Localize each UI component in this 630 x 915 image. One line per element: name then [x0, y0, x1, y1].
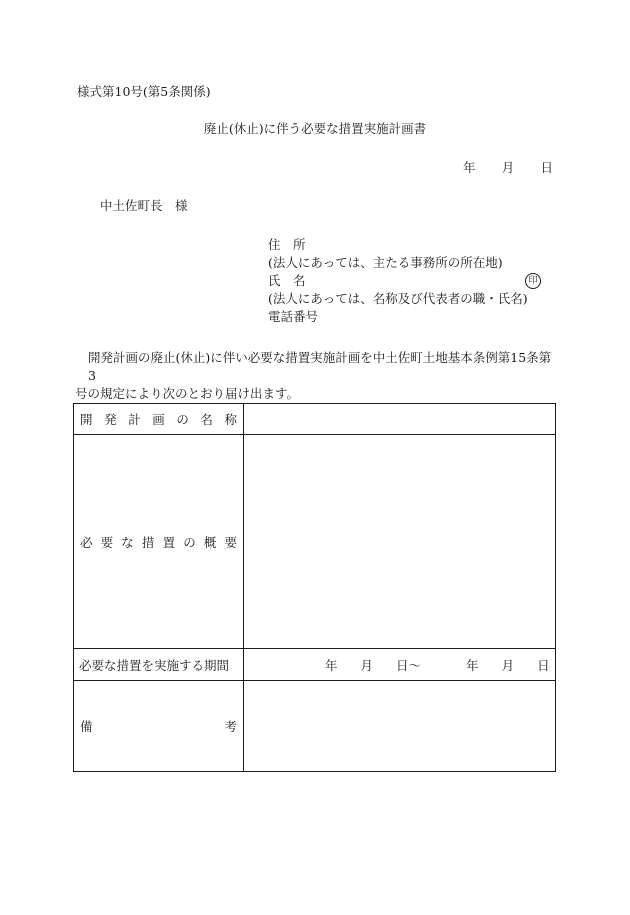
date-year: 年	[463, 160, 476, 175]
project-name-field[interactable]	[244, 404, 556, 435]
period-end-month: 月	[501, 657, 515, 673]
measures-summary-field[interactable]	[244, 435, 556, 649]
plan-table	[73, 403, 556, 772]
phone-label: 電話番号	[268, 309, 319, 324]
remarks-field[interactable]	[244, 681, 556, 772]
project-name-label	[74, 404, 244, 435]
address-label: 住 所	[268, 237, 306, 252]
label-char: 発	[104, 412, 117, 427]
name-note: (法人にあっては、名称及び代表者の職・氏名)	[268, 291, 528, 306]
implementation-period-label: 必要な措置を実施する期間	[74, 649, 244, 681]
seal-mark: 印	[525, 273, 541, 289]
label-char: 要	[224, 534, 237, 550]
label-char: 要	[100, 534, 114, 550]
implementation-period-field[interactable]	[244, 649, 556, 681]
form-number: 様式第10号(第5条関係)	[77, 84, 211, 99]
declaration-text	[75, 349, 558, 403]
label-char: 考	[224, 719, 237, 734]
declaration-line-2: 号の規定により次のとおり届け出ます。	[75, 386, 300, 401]
submission-date	[463, 160, 553, 176]
label-char: 必	[80, 534, 93, 550]
label-char: 計	[128, 412, 141, 427]
recipient: 中土佐町長 様	[100, 198, 188, 213]
label-char: 置	[162, 534, 176, 550]
period-end-year: 年	[466, 657, 479, 673]
date-month: 月	[501, 160, 515, 175]
applicant-block	[268, 236, 528, 326]
label-char: 名	[200, 412, 213, 427]
table-row	[74, 681, 556, 772]
label-char: 概	[203, 534, 217, 550]
period-start-month: 月	[360, 657, 374, 673]
label-char: 画	[152, 412, 165, 427]
declaration-line-1: 開発計画の廃止(休止)に伴い必要な措置実施計画を中土佐町土地基本条例第15条第3	[88, 350, 552, 383]
label-char: 備	[80, 719, 93, 734]
label-char: の	[183, 534, 196, 550]
label-char: な	[121, 534, 134, 550]
remarks-label	[74, 681, 244, 772]
table-row	[74, 404, 556, 435]
period-start-year: 年	[325, 657, 338, 673]
label-char: 称	[224, 412, 237, 427]
name-label: 氏 名	[268, 273, 306, 288]
date-day: 日	[540, 160, 553, 175]
label-char: 開	[80, 412, 93, 427]
table-row	[74, 435, 556, 649]
period-end-day: 日	[537, 657, 550, 673]
address-note: (法人にあっては、主たる事務所の所在地)	[268, 255, 503, 270]
document-title: 廃止(休止)に伴う必要な措置実施計画書	[203, 121, 427, 136]
table-row	[74, 649, 556, 681]
label-char: 措	[141, 534, 155, 550]
measures-summary-label	[74, 435, 244, 649]
label-char: の	[176, 412, 189, 427]
period-start-day: 日〜	[396, 657, 422, 673]
